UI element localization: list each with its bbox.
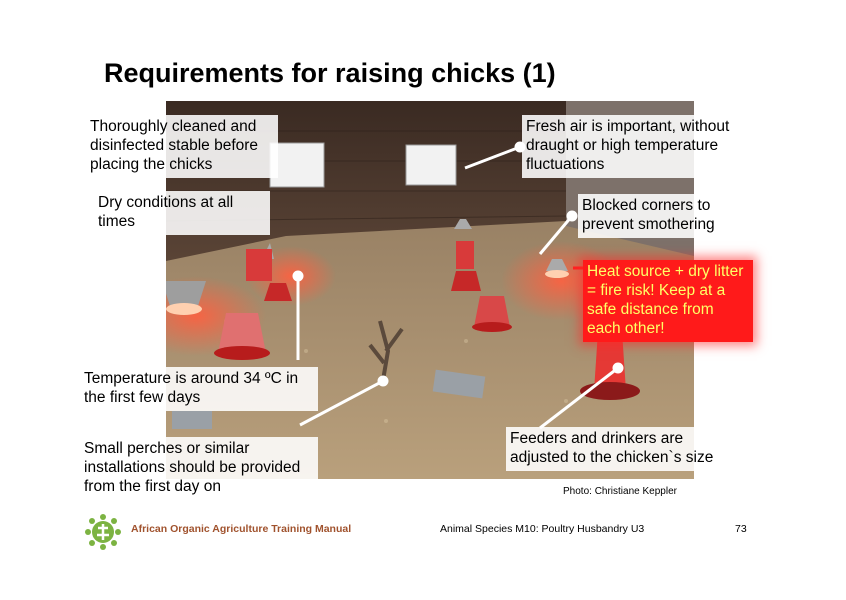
training-manual-logo	[84, 513, 122, 556]
callout-fire-risk-warning: Heat source + dry litter = fire risk! Keep at a safe distance from each other!	[583, 260, 753, 342]
callout-fresh-air: Fresh air is important, without draught or high temperature fluctuations	[522, 115, 748, 178]
callout-temperature: Temperature is around 34 ºC in the first few days	[80, 367, 318, 411]
callout-cleaned-stable: Thoroughly cleaned and disinfected stable before placing the chicks	[86, 115, 278, 178]
photo-credit: Photo: Christiane Keppler	[563, 486, 677, 497]
footer-manual-title: African Organic Agriculture Training Manual	[131, 523, 352, 535]
page-number: 73	[735, 523, 747, 535]
footer-module: Animal Species M10: Poultry Husbandry U3	[440, 523, 645, 535]
callout-dry-conditions: Dry conditions at all times	[94, 191, 270, 235]
callout-feeders-drinkers: Feeders and drinkers are adjusted to the chicken`s size	[506, 427, 734, 471]
slide-title: Requirements for raising chicks (1)	[104, 58, 556, 88]
callout-blocked-corners: Blocked corners to prevent smothering	[578, 194, 742, 238]
callout-small-perches: Small perches or similar installations should be provided from the first day on	[80, 437, 318, 500]
